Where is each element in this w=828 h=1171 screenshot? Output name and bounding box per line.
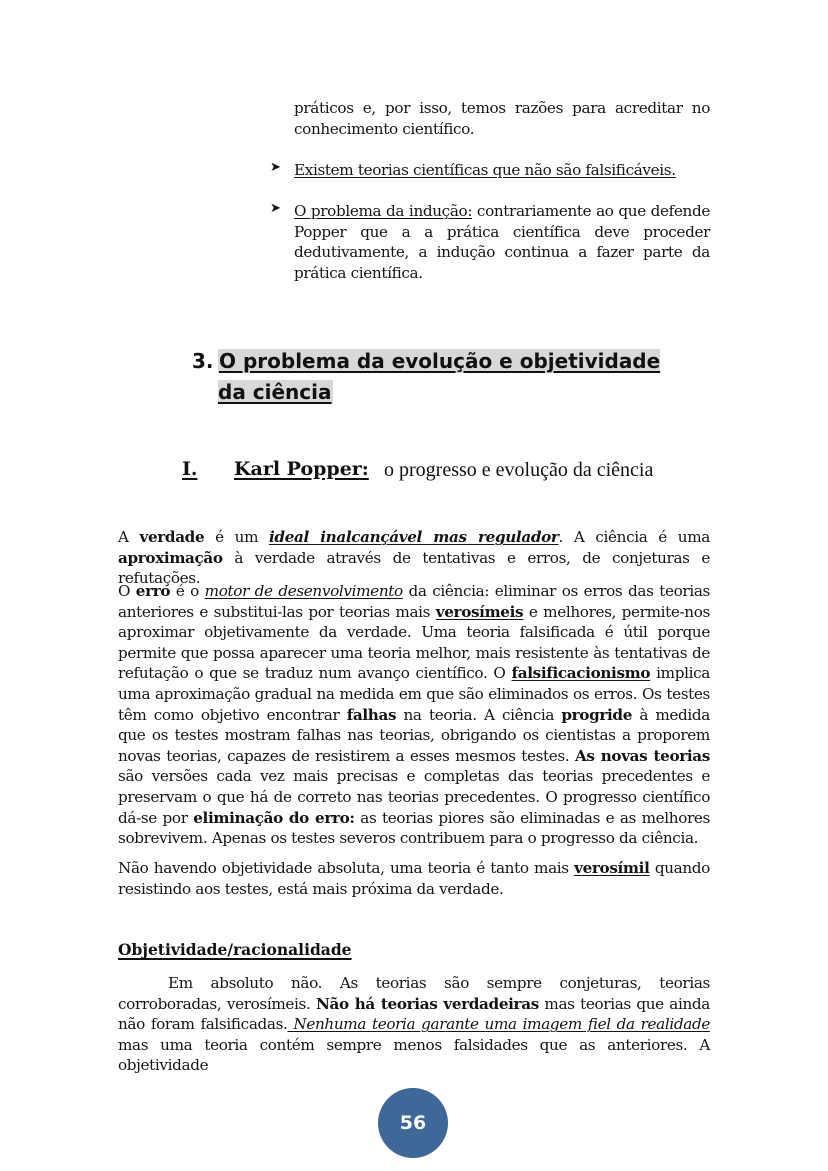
text: A xyxy=(118,528,140,546)
text: à medida que os testes mostram falhas nas teorias, obrigando os cientistas a proporem novas teorias, capazes de resistirem a esses mesmos testes. xyxy=(118,705,710,765)
bullet-underlined-lead: O problema da indução: xyxy=(294,202,473,220)
bullet-body: contrariamente ao que defende Popper que a a prática científica deve proceder dedutivamente, a indução continua a fazer parte da prática científica. xyxy=(294,202,710,282)
section-title: O problema da evolução e objetividade da ciência xyxy=(218,349,661,404)
italic-underlined-text: Nenhuma teoria garante uma imagem fiel da realidade xyxy=(287,1015,710,1034)
bold-text: Não há teorias verdadeiras xyxy=(315,994,539,1013)
bold-underlined-text: falsificacionismo xyxy=(511,664,651,683)
paragraph-verdade xyxy=(118,527,710,589)
text: Em absoluto não. As teorias são sempre conjeturas, teorias corroboradas, verosímeis. xyxy=(118,974,710,1013)
subsection-name: Karl Popper: xyxy=(234,458,369,480)
bold-text: verdade xyxy=(139,528,205,546)
bullet-text xyxy=(294,160,710,181)
text: O xyxy=(118,582,136,600)
italic-underlined-text: motor de desenvolvimento xyxy=(204,582,403,600)
text: implica uma aproximação gradual na medida em que são eliminados os erros. Os testes têm como objetivo encontrar xyxy=(118,664,710,724)
bold-text: eliminação do erro: xyxy=(193,808,355,827)
bullet-underlined-lead: Existem teorias científicas que não são falsificáveis. xyxy=(294,161,676,179)
bold-text: progride xyxy=(561,705,633,724)
paragraph-objetividade xyxy=(118,973,710,1076)
bullet-text xyxy=(294,201,710,283)
bold-text: falhas xyxy=(346,705,397,724)
bold-italic-underlined-text: ideal inalcançável mas regulador xyxy=(269,528,559,546)
text: é um xyxy=(204,528,269,546)
bold-underlined-text: verosímeis xyxy=(435,602,524,621)
text: . A ciência é uma xyxy=(558,528,710,546)
continuation-text: práticos e, por isso, temos razões para acreditar no conhecimento científico. xyxy=(294,99,710,138)
paragraph-erro xyxy=(118,581,710,849)
section-number: 3. xyxy=(192,349,214,373)
text: as teorias piores são eliminadas e as melhores sobrevivem. Apenas os testes severos contribuem para o progresso da ciência. xyxy=(118,808,710,848)
bullet-item xyxy=(270,201,710,285)
text: Não havendo objetividade absoluta, uma teoria é tanto mais xyxy=(118,859,575,877)
arrow-bullet-icon: ➤ xyxy=(270,201,281,216)
bullet-item xyxy=(270,160,710,182)
text: são versões cada vez mais precisas e completas das teorias precedentes e preservam o que há de correto nas teorias precedentes. O progresso científico dá-se por xyxy=(118,767,710,827)
bold-text: erro xyxy=(135,582,171,600)
text: mas teorias que ainda não foram falsificadas. xyxy=(118,994,710,1034)
text: quando resistindo aos testes, está mais próxima da verdade. xyxy=(118,859,710,898)
subsection-roman-numeral: I. xyxy=(182,458,198,480)
page-number-badge xyxy=(378,1088,448,1158)
paragraph-verosimil xyxy=(118,858,710,899)
bold-text: aproximação xyxy=(118,548,223,567)
subheading-objetividade: Objetividade/racionalidade xyxy=(118,940,352,959)
text: à verdade através de tentativas e erros, de conjeturas e refutações. xyxy=(118,548,710,588)
bold-text: As novas teorias xyxy=(575,746,710,765)
bold-underlined-text: verosímil xyxy=(574,859,650,877)
text: é o xyxy=(170,582,205,600)
text: e melhores, permite-nos aproximar objetivamente da verdade. Uma teoria falsificada é útil porque permite que possa aparecer uma teoria melhor, mais resistente às tentativas de refutação o que se traduz num avanço científico. O xyxy=(118,602,710,683)
text: mas uma teoria contém sempre menos falsidades que as anteriores. A objetividade xyxy=(118,1035,710,1075)
arrow-bullet-icon: ➤ xyxy=(270,160,281,175)
text: na teoria. A ciência xyxy=(396,705,562,724)
subsection-subtitle: o progresso e evolução da ciência xyxy=(384,459,654,481)
text: da ciência: eliminar os erros das teorias anteriores e substitui-las por teorias mais xyxy=(118,582,710,621)
page-number: 56 xyxy=(399,1112,427,1134)
